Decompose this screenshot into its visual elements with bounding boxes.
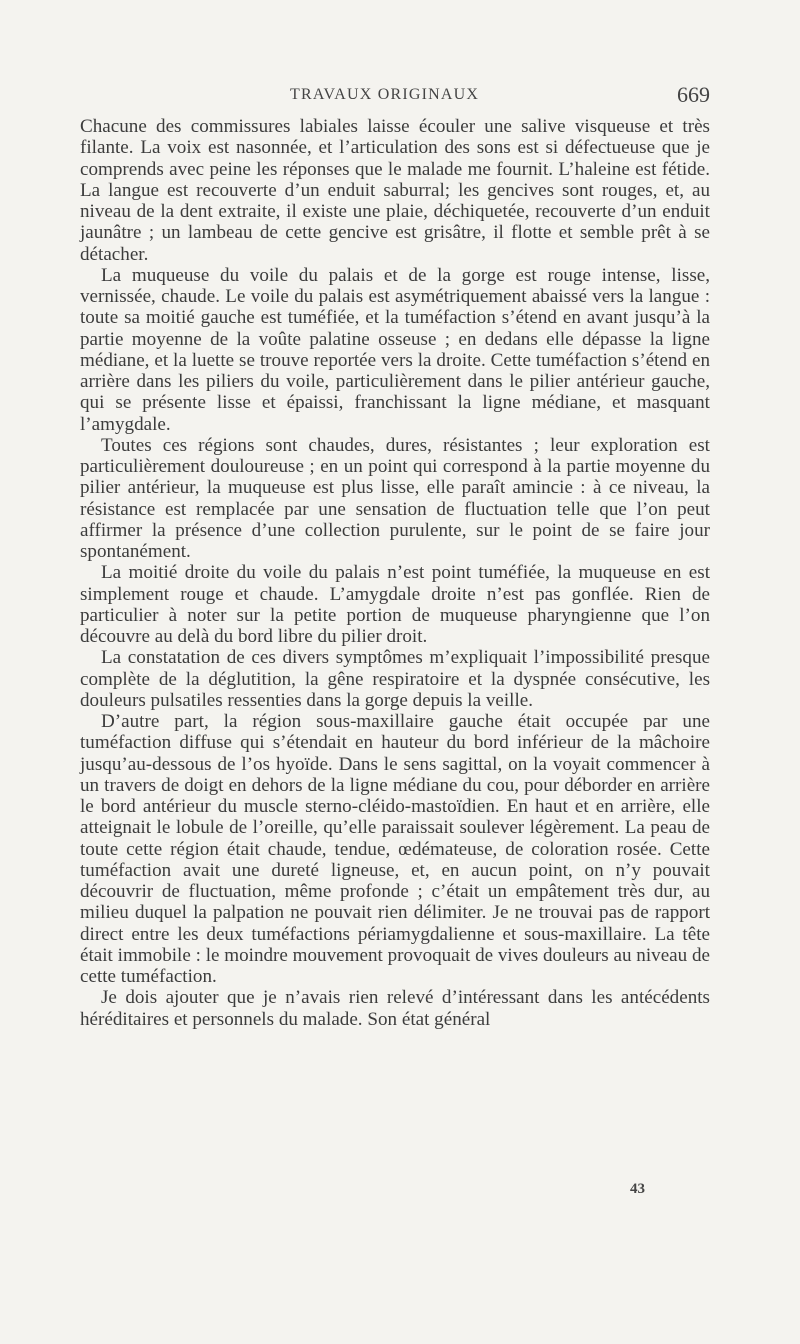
paragraph: Toutes ces régions sont chaudes, dures, résistantes ; leur exploration est particulièrement douloureuse ; en un point qui correspond à la partie moyenne du pilier antérieur, la muqueuse est plus lisse, elle paraît amincie : à ce niveau, la résistance est remplacée par une sensation de fluctuation telle que l’on peut affirmer la présence d’une collection purulente, sur le point de se faire jour spontanément.	[80, 434, 710, 562]
running-head: TRAVAUX ORIGINAUX	[290, 86, 480, 103]
paragraph: D’autre part, la région sous-maxillaire gauche était occupée par une tuméfaction diffuse qui s’étendait en hauteur du bord inférieur de la mâchoire jusqu’au-dessous de l’os hyoïde. Dans le sens sagittal, on la voyait commencer à un travers de doigt en dehors de la ligne médiane du cou, pour déborder en arrière le bord antérieur du muscle sterno-cléido-mastoïdien. En haut et en arrière, elle atteignait le lobule de l’oreille, qu’elle paraissait soulever légèrement. La peau de toute cette région était chaude, tendue, œdémateuse, de coloration rosée. Cette tuméfaction avait une dureté ligneuse, et, en aucun point, on n’y pouvait découvrir de fluctuation, même profonde ; c’était un empâtement très dur, au milieu duquel la palpation ne pouvait rien délimiter. Je ne trouvai pas de rapport direct entre les deux tuméfactions périamygdalienne et sous-maxillaire. La tête était immobile : le moindre mouvement provoquait de vives douleurs au niveau de cette tuméfaction.	[80, 711, 710, 987]
paragraph: La constatation de ces divers symptômes m’expliquait l’impossibilité presque complète de la déglutition, la gêne respiratoire et la dyspnée consécutive, les douleurs pulsatiles ressenties dans la gorge depuis la veille.	[80, 647, 710, 711]
body-text	[80, 116, 710, 1030]
paragraph: Chacune des commissures labiales laisse écouler une salive visqueuse et très filante. La voix est nasonnée, et l’articulation des sons est si défectueuse que je comprends avec peine les réponses que le malade me fournit. L’haleine est fétide. La langue est recouverte d’un enduit saburral; les gencives sont rouges, et, au niveau de la dent extraite, il existe une plaie, déchiquetée, recouverte d’un enduit jaunâtre ; un lambeau de cette gencive est grisâtre, il flotte et semble prêt à se détacher.	[80, 116, 710, 265]
signature-mark: 43	[630, 1181, 645, 1197]
paragraph: La muqueuse du voile du palais et de la gorge est rouge intense, lisse, vernissée, chaude. Le voile du palais est asymétriquement abaissé vers la langue : toute sa moitié gauche est tuméfiée, et la tuméfaction s’étend en avant jusqu’à la partie moyenne de la voûte palatine osseuse ; en dedans elle dépasse la ligne médiane, et la luette se trouve reportée vers la droite. Cette tuméfaction s’étend en arrière dans les piliers du voile, particulièrement dans le pilier antérieur gauche, qui se présente lisse et épaissi, franchissant la ligne médiane, et masquant l’amygdale.	[80, 264, 710, 435]
paragraph: La moitié droite du voile du palais n’est point tuméfiée, la muqueuse en est simplement rouge et chaude. L’amygdale droite n’est pas gonflée. Rien de particulier à noter sur la petite portion de muqueuse pharyngienne que l’on découvre au delà du bord libre du pilier droit.	[80, 562, 710, 647]
page-header	[80, 84, 710, 114]
paragraph: Je dois ajouter que je n’avais rien relevé d’intéressant dans les antécédents héréditaires et personnels du malade. Son état général	[80, 987, 710, 1030]
page-number: 669	[677, 82, 710, 107]
